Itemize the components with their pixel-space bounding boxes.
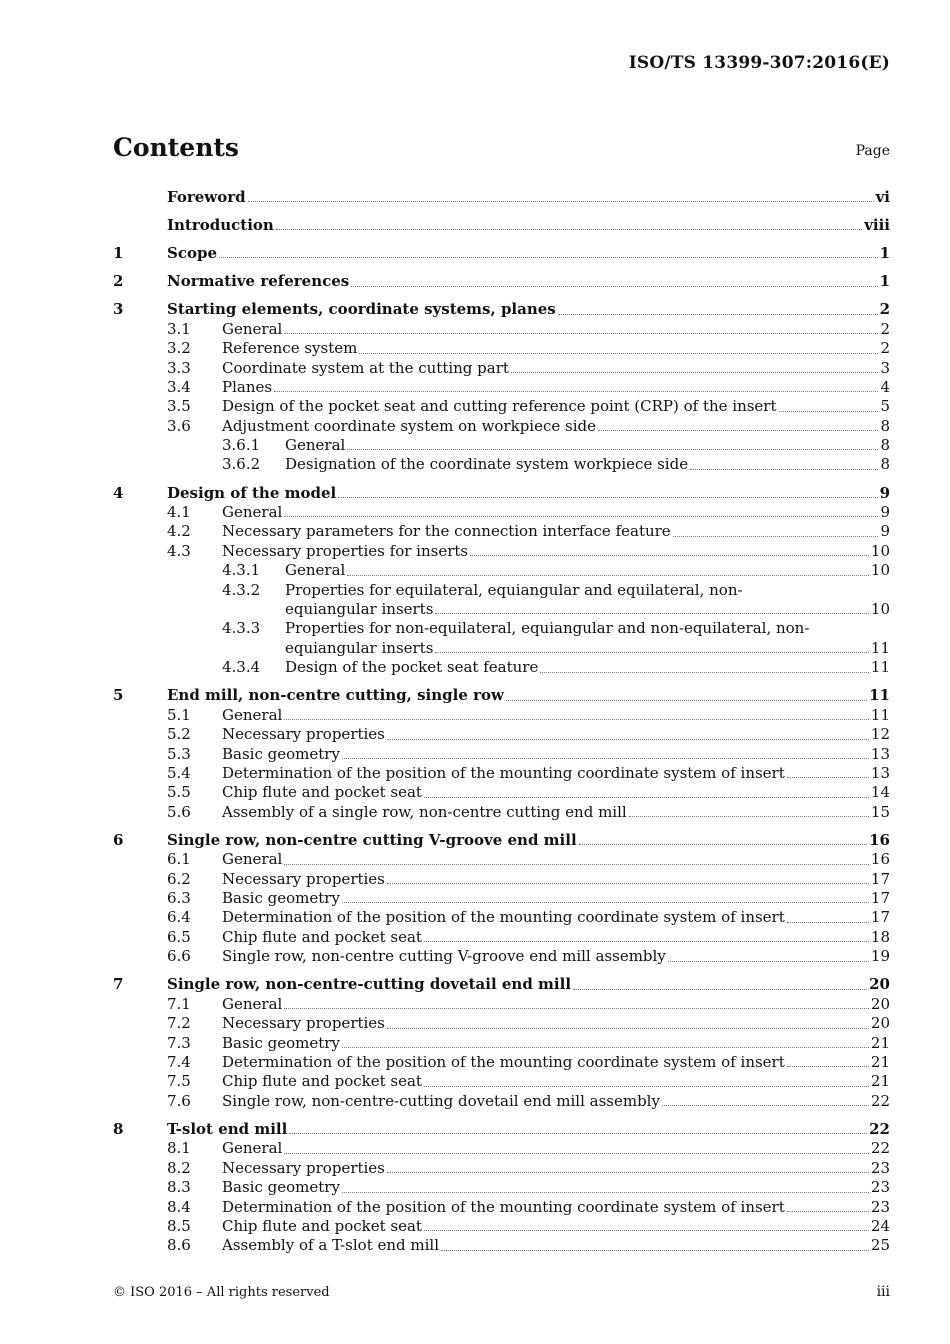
toc-entry[interactable] — [113, 235, 890, 263]
dot-leader — [387, 1172, 869, 1173]
toc-entry-page: 18 — [870, 927, 890, 946]
toc-entry-number: 1 — [113, 243, 124, 262]
toc-entry-page: 22 — [869, 1119, 890, 1138]
toc-entry-title: End mill, non-centre cutting, single row — [167, 686, 504, 705]
dot-leader — [219, 257, 878, 258]
dot-leader — [787, 1066, 869, 1067]
toc-entry-title: Basic geometry — [222, 889, 340, 908]
dot-leader — [342, 1192, 869, 1193]
toc-entry[interactable] — [113, 542, 890, 561]
toc-entry-page: 22 — [870, 1091, 890, 1110]
toc-entry[interactable] — [113, 1092, 890, 1111]
toc-entry[interactable] — [113, 417, 890, 436]
toc-entry-title: Adjustment coordinate system on workpiece side — [222, 416, 596, 435]
toc-entry-page: 23 — [870, 1197, 890, 1216]
copyright-notice: © ISO 2016 – All rights reserved — [113, 1285, 330, 1300]
toc-entry-title: Starting elements, coordinate systems, planes — [167, 300, 556, 319]
dot-leader — [276, 229, 862, 230]
toc-entry-number: 3.3 — [167, 358, 191, 377]
toc-entry[interactable] — [113, 928, 890, 947]
toc-entry-title: Design of the model — [167, 483, 337, 502]
dot-leader — [387, 883, 869, 884]
dot-leader — [284, 864, 869, 865]
dot-leader — [347, 449, 878, 450]
toc-entry-page: 17 — [870, 908, 890, 927]
toc-entry[interactable] — [113, 745, 890, 764]
toc-entry[interactable] — [113, 1178, 890, 1197]
toc-entry-page: 10 — [870, 561, 890, 580]
toc-entry-page: 1 — [879, 243, 890, 262]
toc-entry-number: 7.6 — [167, 1091, 191, 1110]
dot-leader — [673, 536, 879, 537]
toc-entry[interactable] — [113, 967, 890, 995]
toc-entry-number: 8 — [113, 1119, 124, 1138]
toc-entry[interactable] — [113, 1198, 890, 1217]
toc-entry-page: 11 — [870, 638, 890, 657]
toc-entry-number: 3.6.2 — [222, 455, 261, 474]
toc-entry-page: 16 — [869, 830, 890, 849]
toc-entry-title: Chip flute and pocket seat — [222, 1072, 422, 1091]
toc-entry[interactable] — [113, 947, 890, 966]
toc-entry[interactable] — [113, 706, 890, 725]
toc-entry-title: Necessary properties — [222, 869, 385, 888]
toc-entry-title: Single row, non-centre-cutting dovetail end mill — [167, 975, 572, 994]
toc-entry-title: Reference system — [222, 339, 358, 358]
toc-entry-title: General — [222, 994, 283, 1013]
toc-entry-page: 11 — [870, 658, 890, 677]
toc-entry-number: 7.1 — [167, 994, 191, 1013]
toc-entry-number: 4.3.2 — [222, 580, 261, 599]
toc-entry[interactable] — [113, 1072, 890, 1091]
dot-leader — [629, 816, 869, 817]
dot-leader — [787, 777, 869, 778]
toc-entry-title: Design of the pocket seat feature — [285, 658, 539, 677]
toc-entry-number: 3.4 — [167, 377, 191, 396]
toc-entry-number: 6 — [113, 830, 124, 849]
toc-entry-title: Determination of the position of the mounting coordinate system of insert — [222, 1197, 785, 1216]
toc-entry-title: Necessary properties for inserts — [222, 541, 469, 560]
toc-entry-title: Introduction — [167, 215, 274, 234]
dot-leader — [540, 672, 869, 673]
toc-entry[interactable] — [113, 1159, 890, 1178]
toc-entry-page: 21 — [870, 1072, 890, 1091]
toc-entry-page: 3 — [880, 358, 890, 377]
toc-entry-page: 25 — [870, 1236, 890, 1255]
toc-entry-title: Properties for non-equilateral, equiangular and non-equilateral, non- — [285, 619, 810, 638]
toc-entry-title: Basic geometry — [222, 1178, 340, 1197]
toc-entry-page: 20 — [869, 975, 890, 994]
toc-entry-title: General — [222, 705, 283, 724]
toc-entry-page: 2 — [879, 300, 890, 319]
toc-entry-page: 8 — [880, 416, 890, 435]
toc-entry-number: 5.1 — [167, 705, 191, 724]
dot-leader — [662, 1105, 869, 1106]
toc-entry[interactable] — [113, 1014, 890, 1033]
toc-entry[interactable] — [113, 475, 890, 503]
dot-leader — [573, 989, 867, 990]
dot-leader — [424, 1086, 869, 1087]
toc-entry-number: 3.2 — [167, 339, 191, 358]
toc-entry-page: 9 — [880, 522, 890, 541]
dot-leader — [284, 516, 878, 517]
toc-entry-title: Scope — [167, 243, 218, 262]
toc-entry-title: Design of the pocket seat and cutting reference point (CRP) of the insert — [222, 397, 777, 416]
table-of-contents — [113, 185, 890, 1256]
dot-leader — [342, 758, 869, 759]
dot-leader — [424, 1230, 869, 1231]
toc-entry-number: 6.4 — [167, 908, 191, 927]
toc-entry[interactable] — [113, 397, 890, 416]
document-id: ISO/TS 13399-307:2016(E) — [628, 53, 890, 73]
toc-entry[interactable] — [113, 1053, 890, 1072]
toc-entry-title: General — [222, 503, 283, 522]
toc-entry-page: 13 — [870, 744, 890, 763]
dot-leader — [435, 652, 868, 653]
toc-entry-number: 8.4 — [167, 1197, 191, 1216]
toc-entry-number: 4.2 — [167, 522, 191, 541]
dot-leader — [248, 201, 874, 202]
toc-entry-title: Basic geometry — [222, 1033, 340, 1052]
dot-leader — [284, 1153, 869, 1154]
dot-leader — [506, 700, 867, 701]
toc-entry-title: Single row, non-centre cutting V-groove end mill assembly — [222, 947, 666, 966]
toc-entry-title: Planes — [222, 377, 273, 396]
dot-leader — [274, 391, 878, 392]
toc-entry-page: 23 — [870, 1178, 890, 1197]
toc-entry-number: 5.5 — [167, 783, 191, 802]
toc-entry-number: 7.2 — [167, 1014, 191, 1033]
toc-entry-page: 10 — [870, 541, 890, 560]
toc-entry-number: 5.3 — [167, 744, 191, 763]
dot-leader — [342, 1047, 869, 1048]
toc-entry-title: Determination of the position of the mounting coordinate system of insert — [222, 908, 785, 927]
toc-entry-page: 16 — [870, 850, 890, 869]
toc-entry-page: 2 — [880, 339, 890, 358]
toc-entry[interactable] — [113, 995, 890, 1014]
toc-entry-number: 3.6 — [167, 416, 191, 435]
toc-entry-number: 5 — [113, 686, 124, 705]
toc-entry[interactable] — [113, 803, 890, 822]
toc-entry[interactable] — [113, 1034, 890, 1053]
toc-entry-continuation[interactable] — [113, 639, 890, 658]
toc-entry[interactable] — [113, 561, 890, 580]
dot-leader — [435, 613, 868, 614]
toc-entry-number: 4.1 — [167, 503, 191, 522]
dot-leader — [387, 739, 869, 740]
toc-entry-title: Assembly of a T-slot end mill — [222, 1236, 440, 1255]
toc-entry-title: Determination of the position of the mounting coordinate system of insert — [222, 1052, 785, 1071]
toc-entry-title: Determination of the position of the mounting coordinate system of insert — [222, 763, 785, 782]
toc-entry-number: 3.6.1 — [222, 436, 261, 455]
toc-entry[interactable] — [113, 1236, 890, 1255]
dot-leader — [779, 411, 879, 412]
toc-entry[interactable] — [113, 678, 890, 706]
toc-entry-number: 8.3 — [167, 1178, 191, 1197]
dot-leader — [787, 1211, 869, 1212]
toc-entry-title: Basic geometry — [222, 744, 340, 763]
dot-leader — [342, 902, 869, 903]
toc-entry-page: 1 — [879, 272, 890, 291]
toc-entry-page: 4 — [880, 377, 890, 396]
toc-entry[interactable] — [113, 207, 890, 235]
toc-entry-number: 6.6 — [167, 947, 191, 966]
toc-entry[interactable] — [113, 522, 890, 541]
toc-entry-page: 13 — [870, 763, 890, 782]
toc-entry-page: 10 — [870, 600, 890, 618]
toc-entry-page: 9 — [880, 503, 890, 522]
toc-entry-number: 7.5 — [167, 1072, 191, 1091]
toc-entry-page: vi — [875, 187, 890, 206]
toc-entry-number: 4.3 — [167, 541, 191, 560]
toc-entry-title: Foreword — [167, 187, 246, 206]
dot-leader — [289, 1133, 867, 1134]
toc-entry-title: General — [222, 1139, 283, 1158]
toc-entry[interactable] — [113, 783, 890, 802]
toc-entry[interactable] — [113, 1217, 890, 1236]
toc-entry-number: 7.4 — [167, 1052, 191, 1071]
toc-entry[interactable] — [113, 1139, 890, 1158]
toc-entry-page: 17 — [870, 869, 890, 888]
toc-entry[interactable] — [113, 436, 890, 455]
toc-entry-title: Coordinate system at the cutting part — [222, 358, 509, 377]
page-number: iii — [876, 1284, 890, 1300]
toc-entry-number: 5.4 — [167, 763, 191, 782]
toc-entry-number: 6.3 — [167, 889, 191, 908]
dot-leader — [690, 469, 878, 470]
toc-entry-page: 8 — [880, 455, 890, 474]
toc-entry-title: Chip flute and pocket seat — [222, 1216, 422, 1235]
toc-entry-page: 20 — [870, 1014, 890, 1033]
toc-entry[interactable] — [113, 581, 890, 600]
toc-entry[interactable] — [113, 725, 890, 744]
toc-entry-title: Designation of the coordinate system workpiece side — [285, 455, 689, 474]
dot-leader — [598, 430, 878, 431]
toc-entry[interactable] — [113, 339, 890, 358]
toc-entry-page: 11 — [870, 705, 890, 724]
toc-entry-title: Chip flute and pocket seat — [222, 783, 422, 802]
toc-entry-page: 2 — [880, 319, 890, 338]
toc-entry-title: General — [285, 436, 346, 455]
toc-entry-title: General — [285, 561, 346, 580]
dot-leader — [359, 353, 878, 354]
toc-entry[interactable] — [113, 320, 890, 339]
toc-entry[interactable] — [113, 1111, 890, 1139]
toc-entry-number: 3.5 — [167, 397, 191, 416]
toc-entry-number: 4.3.4 — [222, 658, 261, 677]
toc-entry-page: 15 — [870, 802, 890, 821]
toc-entry-page: 8 — [880, 436, 890, 455]
contents-title: Contents — [113, 133, 240, 162]
toc-entry-number: 5.6 — [167, 802, 191, 821]
toc-entry-page: 21 — [870, 1052, 890, 1071]
toc-entry[interactable] — [113, 658, 890, 677]
toc-entry-number: 4.3.3 — [222, 619, 261, 638]
dot-leader — [558, 314, 878, 315]
dot-leader — [387, 1028, 869, 1029]
toc-entry-number: 3 — [113, 300, 124, 319]
toc-entry[interactable] — [113, 503, 890, 522]
toc-entry-title: Necessary properties — [222, 1014, 385, 1033]
dot-leader — [668, 961, 869, 962]
toc-entry-number: 7.3 — [167, 1033, 191, 1052]
toc-entry-title-continued: equiangular inserts — [285, 638, 434, 657]
toc-entry-continuation[interactable] — [113, 600, 890, 619]
toc-entry-title: Single row, non-centre cutting V-groove end mill — [167, 830, 577, 849]
toc-entry-title: Chip flute and pocket seat — [222, 927, 422, 946]
dot-leader — [787, 922, 869, 923]
toc-entry-title: Normative references — [167, 272, 350, 291]
toc-entry-number: 8.5 — [167, 1216, 191, 1235]
toc-entry-page: viii — [864, 215, 890, 234]
toc-entry-title: Assembly of a single row, non-centre cutting end mill — [222, 802, 627, 821]
toc-entry-page: 22 — [870, 1139, 890, 1158]
toc-entry-title: Necessary properties — [222, 725, 385, 744]
toc-entry[interactable] — [113, 764, 890, 783]
toc-entry[interactable] — [113, 292, 890, 320]
toc-entry-page: 14 — [870, 783, 890, 802]
toc-entry-number: 8.1 — [167, 1139, 191, 1158]
toc-entry[interactable] — [113, 455, 890, 474]
dot-leader — [511, 372, 879, 373]
page-column-label: Page — [855, 143, 890, 159]
toc-entry[interactable] — [113, 889, 890, 908]
toc-entry-title-continued: equiangular inserts — [285, 600, 434, 618]
dot-leader — [351, 286, 877, 287]
toc-entry-page: 19 — [870, 947, 890, 966]
toc-entry[interactable] — [113, 870, 890, 889]
toc-entry-page: 11 — [869, 686, 890, 705]
toc-entry[interactable] — [113, 263, 890, 291]
toc-entry-title: Properties for equilateral, equiangular and equilateral, non- — [285, 580, 743, 599]
toc-entry[interactable] — [113, 359, 890, 378]
dot-leader — [441, 1250, 869, 1251]
dot-leader — [470, 555, 869, 556]
toc-entry-page: 23 — [870, 1158, 890, 1177]
dot-leader — [338, 497, 877, 498]
toc-entry-page: 12 — [870, 725, 890, 744]
dot-leader — [424, 941, 869, 942]
toc-entry-number: 4.3.1 — [222, 561, 261, 580]
dot-leader — [424, 797, 869, 798]
toc-entry-number: 4 — [113, 483, 124, 502]
dot-leader — [284, 1008, 869, 1009]
toc-entry-number: 7 — [113, 975, 124, 994]
toc-entry-title: General — [222, 850, 283, 869]
toc-entry-number: 8.6 — [167, 1236, 191, 1255]
toc-entry-title: Necessary properties — [222, 1158, 385, 1177]
toc-entry-page: 9 — [879, 483, 890, 502]
dot-leader — [284, 719, 869, 720]
toc-entry-page: 24 — [870, 1216, 890, 1235]
toc-entry[interactable] — [113, 850, 890, 869]
toc-entry-number: 2 — [113, 272, 124, 291]
dot-leader — [284, 333, 878, 334]
toc-entry[interactable] — [113, 822, 890, 850]
toc-entry-number: 3.1 — [167, 319, 191, 338]
dot-leader — [347, 575, 869, 576]
toc-entry-title: Necessary parameters for the connection interface feature — [222, 522, 671, 541]
toc-entry-page: 21 — [870, 1033, 890, 1052]
toc-entry-number: 6.5 — [167, 927, 191, 946]
toc-entry[interactable] — [113, 185, 890, 207]
toc-entry-page: 5 — [880, 397, 890, 416]
toc-entry-number: 6.1 — [167, 850, 191, 869]
toc-entry-title: Single row, non-centre-cutting dovetail end mill assembly — [222, 1091, 660, 1110]
toc-entry-page: 17 — [870, 889, 890, 908]
dot-leader — [579, 844, 867, 845]
toc-entry-number: 6.2 — [167, 869, 191, 888]
toc-entry[interactable] — [113, 908, 890, 927]
toc-entry[interactable] — [113, 378, 890, 397]
toc-entry-page: 20 — [870, 994, 890, 1013]
toc-entry-number: 5.2 — [167, 725, 191, 744]
toc-entry-title: T-slot end mill — [167, 1119, 288, 1138]
toc-entry[interactable] — [113, 619, 890, 638]
toc-entry-title: General — [222, 319, 283, 338]
toc-entry-number: 8.2 — [167, 1158, 191, 1177]
